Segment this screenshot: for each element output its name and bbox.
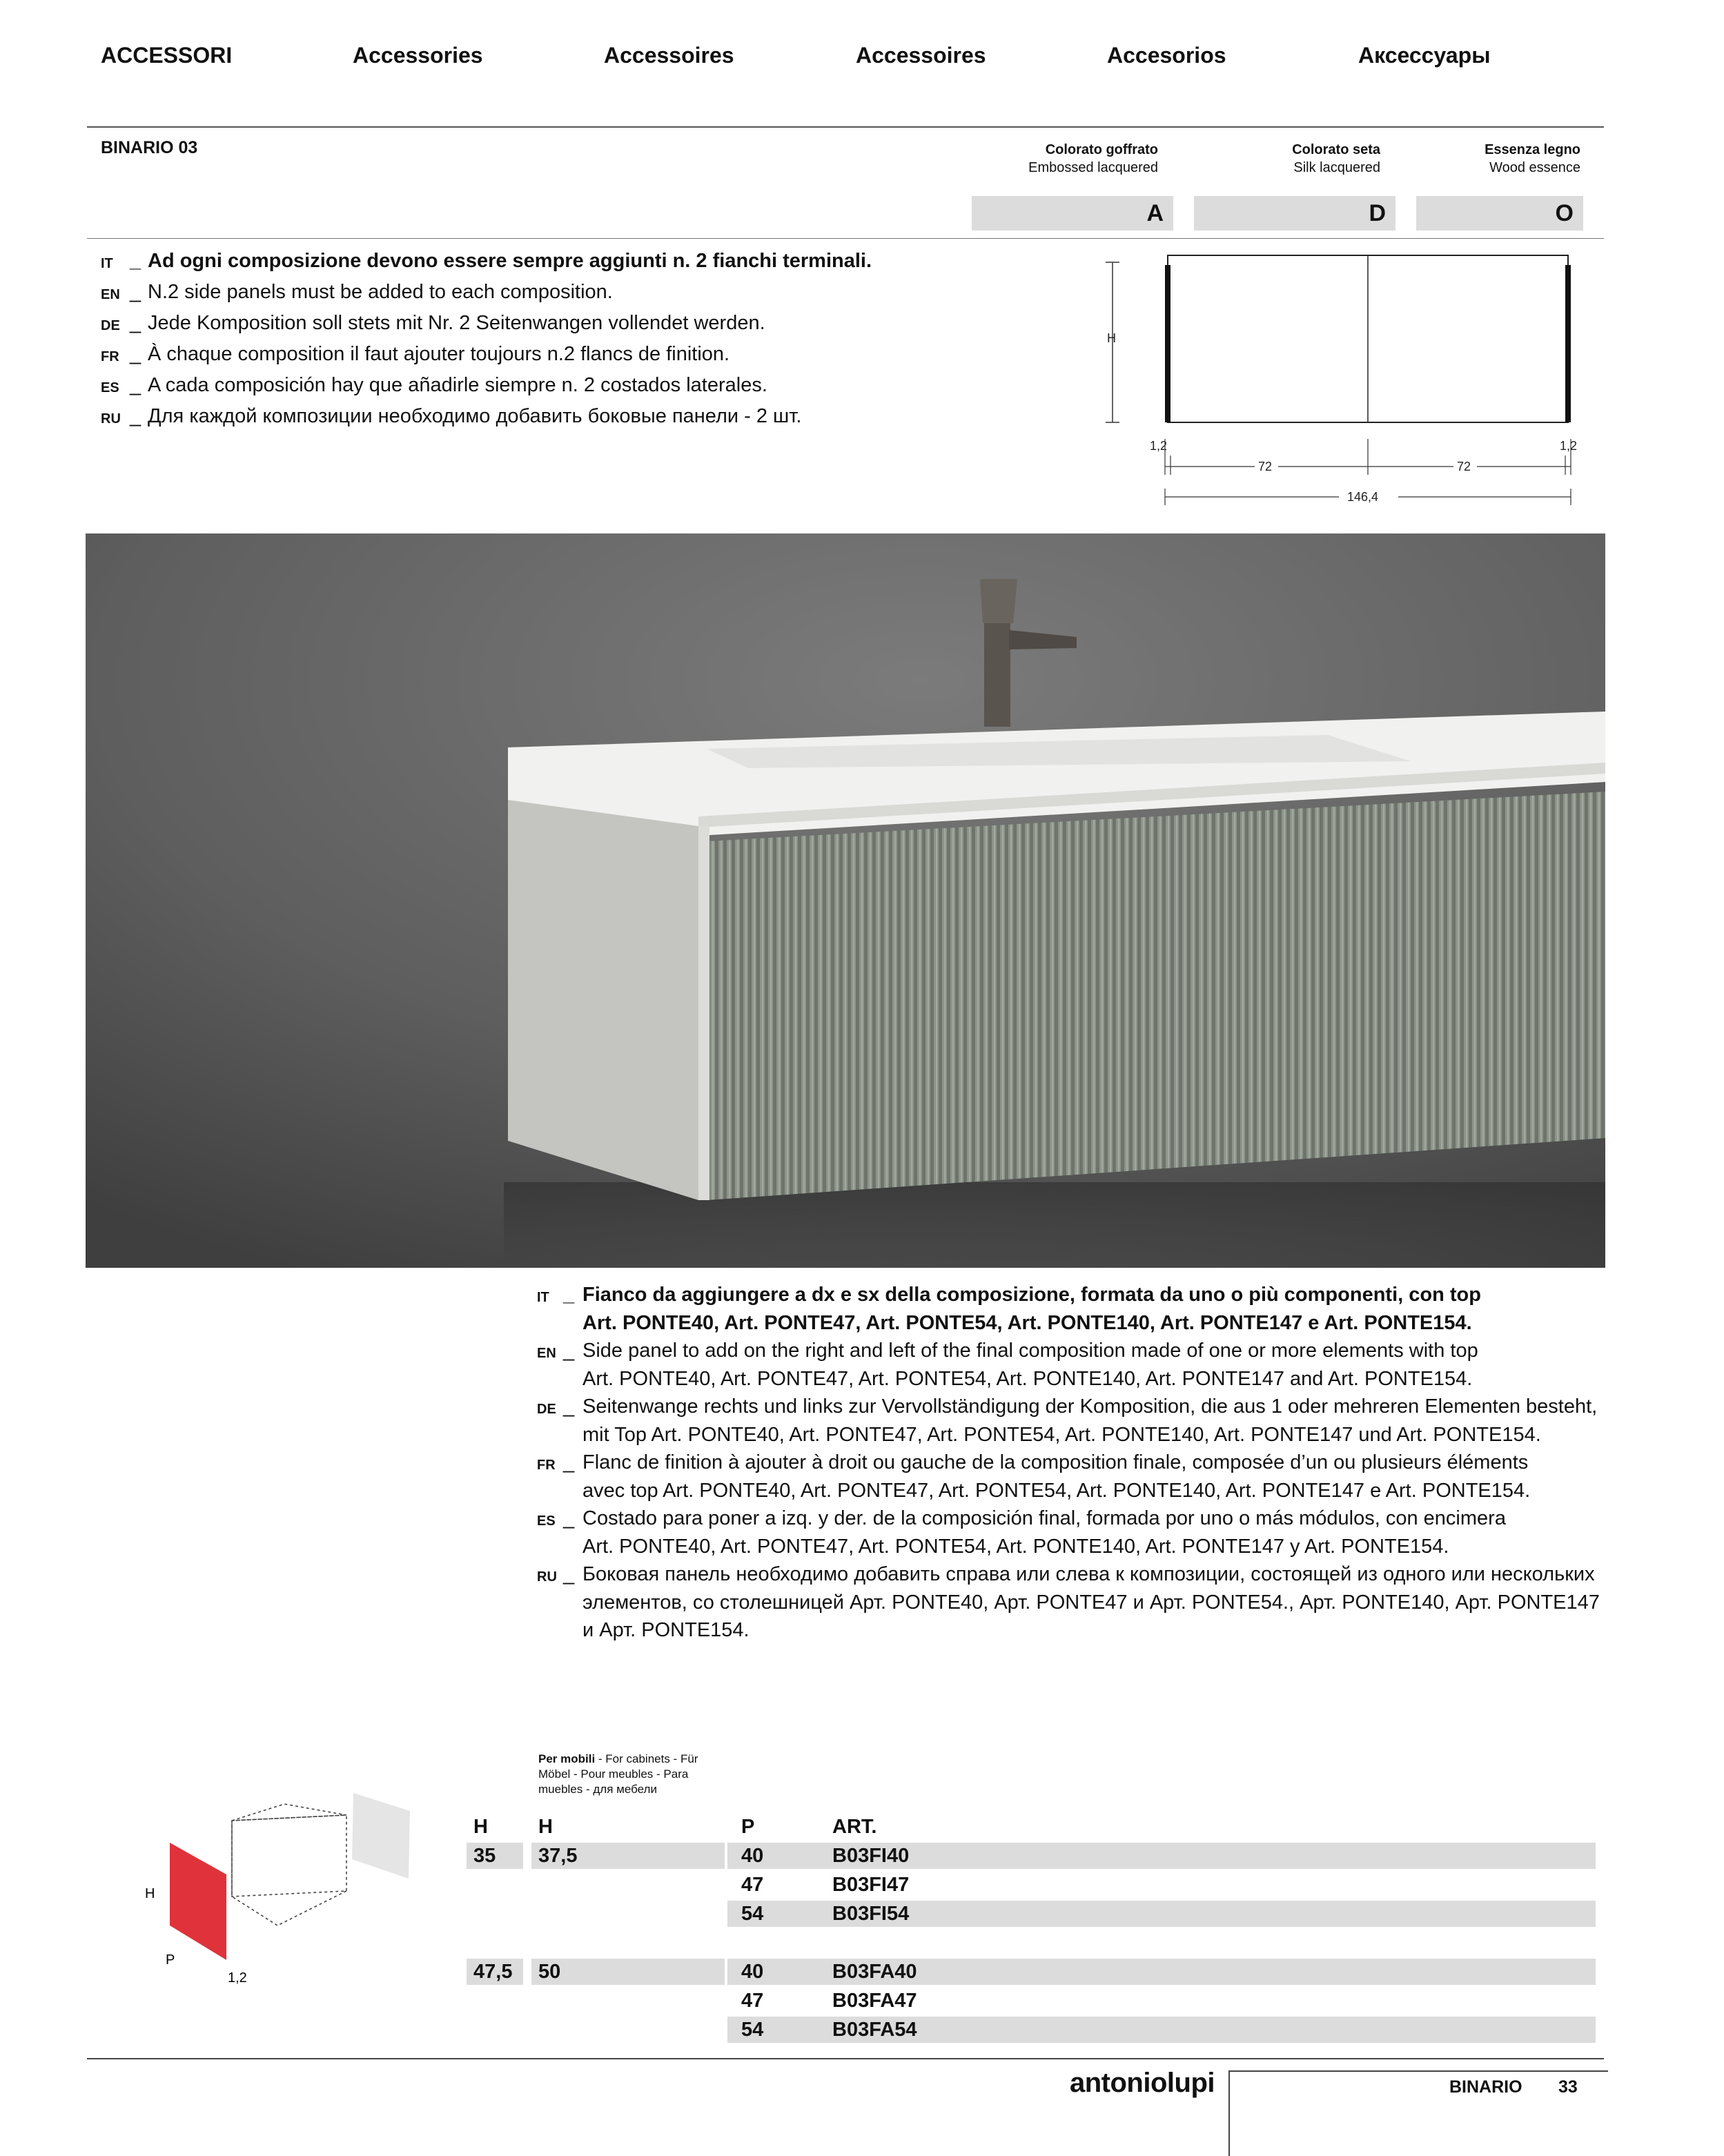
table-cell-art: B03FI40	[832, 1845, 910, 1867]
footer-divider	[87, 2058, 1604, 2059]
composition-notes	[101, 247, 998, 433]
header-title-en: Accessories	[353, 43, 483, 68]
table-cell-h1: 35	[467, 1843, 523, 1869]
dim-half-right: 72	[1457, 460, 1471, 473]
finish-subtitle: Embossed lacquered	[1028, 160, 1158, 175]
finish-code-d: D	[1194, 196, 1395, 231]
desc-row: FR _ Flanc de finition à ajouter à droit ou gauche de la composition finale, composée d’un ou plusieurs éléments avec top Art. PONTE40, Art. PONTE47, Art. PONTE54, Art. PONTE140, Art. PONTE147 e Art. PONTE154.	[537, 1449, 1614, 1505]
col-header-h2: H	[538, 1816, 553, 1838]
desc-row: DE _ Seitenwange rechts und links zur Vervollständigung der Komposition, die aus 1 oder mehreren Elementen besteht, mit Top Art. PONTE40, Art. PONTE47, Art. PONTE54, Art. PONTE140, Art. PONTE147 und Art. PONTE154.	[537, 1393, 1614, 1449]
lang-code: RU	[537, 1569, 557, 1585]
table-row	[727, 1988, 1596, 2014]
cabinet-side	[508, 800, 698, 1200]
table-note	[538, 1752, 732, 1797]
red-side-panel	[170, 1843, 226, 1960]
desc-row: ES _ Costado para poner a izq. y der. de la composición final, formada por uno o más módulos, con encimera Art. PONTE40, Art. PONTE47, Art. PONTE54, Art. PONTE140, Art. PONTE147 y Art. PONTE154.	[537, 1505, 1614, 1560]
right-side-panel	[1565, 265, 1571, 422]
desc-row: EN _ Side panel to add on the right and left of the final composition made of one or more elements with top Art. PONTE40, Art. PONTE47, Art. PONTE54, Art. PONTE140, Art. PONTE147 and Art. PONTE154.	[537, 1337, 1614, 1393]
lang-code: EN	[537, 1346, 556, 1361]
note-row: RU _ Для каждой композиции необходимо добавить боковые панели - 2 шт.	[101, 402, 998, 433]
height-label: H	[1107, 331, 1116, 345]
table-row	[727, 1901, 1596, 1927]
note-text: À chaque composition il faut ajouter toujours n.2 flancs de finition.	[148, 343, 730, 365]
table-cell-art: B03FA40	[832, 1961, 917, 1983]
note-row: ES _ A cada composición hay que añadirle siempre n. 2 costados laterales.	[101, 371, 998, 402]
note-row: DE _ Jede Komposition soll stets mit Nr. 2 Seitenwangen vollendet werden.	[101, 309, 998, 340]
note-text: A cada composición hay que añadirle siempre n. 2 costados laterales.	[148, 374, 767, 396]
finish-title: Colorato seta	[1292, 142, 1380, 157]
finish-divider	[87, 238, 1604, 239]
col-header-h1: H	[473, 1816, 488, 1838]
note-text: Ad ogni composizione devono essere sempre aggiunti n. 2 fianchi terminali.	[148, 250, 872, 272]
table-row	[727, 1843, 1596, 1869]
header-title-de: Accessoires	[856, 43, 986, 68]
desc-line: и Арт. PONTE154.	[582, 1619, 750, 1641]
finish-subtitle: Silk lacquered	[1293, 160, 1380, 175]
lang-code: FR	[537, 1458, 556, 1473]
cabinet-shadow	[504, 1182, 1605, 1268]
table-cell-art: B03FI47	[832, 1874, 910, 1896]
finish-label-o	[1415, 141, 1580, 177]
note-row: FR _ À chaque composition il faut ajouter toujours n.2 flancs de finition.	[101, 340, 998, 371]
desc-row: IT _ Fianco da aggiungere a dx e sx della composizione, formata da uno o più componenti, con top Art. PONTE40, Art. PONTE47, Art. PONTE54, Art. PONTE140, Art. PONTE147 e Art. PONTE154.	[537, 1281, 1614, 1337]
lang-code: ES	[537, 1513, 556, 1529]
table-row	[727, 1872, 1596, 1898]
header-divider	[87, 126, 1604, 128]
iso-p-label: P	[166, 1952, 175, 1968]
header-title-es: Accesorios	[1107, 43, 1226, 68]
footer-box	[1228, 2070, 1608, 2156]
desc-line: Flanc de finition à ajouter à droit ou gauche de la composition finale, composée d’un ou plusieurs éléments	[582, 1451, 1529, 1473]
finish-title: Colorato goffrato	[1045, 142, 1158, 157]
lang-code: EN	[101, 287, 120, 302]
iso-h-label: H	[145, 1886, 155, 1901]
desc-line: avec top Art. PONTE40, Art. PONTE47, Art. PONTE54, Art. PONTE140, Art. PONTE147 e Art. PONTE154.	[582, 1479, 1531, 1502]
finish-title: Essenza legno	[1485, 142, 1580, 157]
table-row	[727, 1959, 1596, 1985]
footer-section: BINARIO	[1449, 2077, 1522, 2097]
lang-code: RU	[101, 411, 121, 427]
product-description	[537, 1281, 1614, 1645]
table-cell-art: B03FA54	[832, 2019, 917, 2041]
lang-code: FR	[101, 349, 119, 364]
composition-drawing	[1097, 248, 1594, 511]
desc-line: элементов, со столешницей Арт. PONTE40, Арт. PONTE47 и Арт. PONTE54., Арт. PONTE140, Арт. PONTE147	[582, 1591, 1600, 1614]
note-row: EN _ N.2 side panels must be added to each composition.	[101, 278, 998, 309]
finish-label-a	[973, 141, 1158, 177]
desc-line: Art. PONTE40, Art. PONTE47, Art. PONTE54, Art. PONTE140, Art. PONTE147 and Art. PONTE154.	[582, 1367, 1473, 1390]
table-cell-h1: 47,5	[467, 1959, 523, 1985]
dim-right-side: 1,2	[1560, 439, 1578, 453]
product-name: BINARIO 03	[101, 138, 198, 157]
desc-line: Art. PONTE40, Art. PONTE47, Art. PONTE54, Art. PONTE140, Art. PONTE147 e Art. PONTE154.	[582, 1311, 1472, 1334]
desc-line: mit Top Art. PONTE40, Art. PONTE47, Art. PONTE54, Art. PONTE140, Art. PONTE147 und Art. PONTE154.	[582, 1423, 1541, 1446]
lang-code: ES	[101, 380, 119, 395]
table-row	[727, 2017, 1596, 2043]
table-cell-p: 47	[741, 1990, 764, 2012]
grey-side-panel	[352, 1793, 410, 1879]
lang-code: IT	[537, 1290, 549, 1305]
note-text: Jede Komposition soll stets mit Nr. 2 Seitenwangen vollendet werden.	[148, 312, 765, 334]
desc-line: Art. PONTE40, Art. PONTE47, Art. PONTE54, Art. PONTE140, Art. PONTE147 y Art. PONTE154.	[582, 1535, 1449, 1558]
table-cell-p: 40	[741, 1961, 764, 1983]
side-panel-isometric	[135, 1787, 425, 2001]
left-side-panel	[1165, 265, 1170, 422]
desc-line: Seitenwange rechts und links zur Vervollständigung der Komposition, die aus 1 oder mehreren Elementen besteht,	[582, 1395, 1598, 1418]
dim-left-side: 1,2	[1150, 439, 1168, 453]
cabinet-front-edge	[698, 826, 709, 1200]
brand-logo: antoniolupi	[1069, 2068, 1215, 2098]
desc-line: Fianco da aggiungere a dx e sx della composizione, formata da uno o più componenti, con top	[582, 1284, 1481, 1306]
desc-line: Side panel to add on the right and left of the final composition made of one or more elements with top	[582, 1340, 1478, 1362]
note-text: Для каждой композиции необходимо добавить боковые панели - 2 шт.	[148, 405, 802, 427]
desc-line: Боковая панель необходимо добавить справа или слева к композиции, состоящей из одного или нескольких	[582, 1563, 1595, 1585]
iso-w-label: 1,2	[228, 1970, 247, 1986]
cabinet-front-dashed	[232, 1815, 346, 1897]
fluted-front	[707, 792, 1605, 1200]
page-number: 33	[1558, 2077, 1578, 2097]
table-note-rest: - For cabinets - Für Möbel - Pour meubles - Para muebles - для мебели	[538, 1752, 698, 1796]
lang-code: DE	[537, 1402, 556, 1417]
table-cell-p: 47	[741, 1874, 764, 1896]
finish-subtitle: Wood essence	[1489, 160, 1580, 175]
table-note-bold: Per mobili	[538, 1752, 596, 1765]
header-title-ru: Аксессуары	[1358, 43, 1491, 68]
note-text: N.2 side panels must be added to each composition.	[148, 281, 613, 303]
table-cell-art: B03FI54	[832, 1903, 910, 1925]
header-title-it: ACCESSORI	[101, 43, 233, 68]
faucet-head	[980, 579, 1017, 623]
header-title-fr: Accessoires	[604, 43, 734, 68]
lang-code: IT	[101, 256, 113, 271]
lang-code: DE	[101, 318, 120, 333]
finish-code-a: A	[972, 196, 1173, 231]
table-cell-h2: 37,5	[531, 1843, 725, 1869]
desc-line: Costado para poner a izq. y der. de la composición final, formada por uno o más módulos, con encimera	[582, 1507, 1506, 1529]
col-header-p: P	[741, 1816, 755, 1838]
product-photo	[86, 533, 1605, 1268]
table-cell-h2: 50	[531, 1959, 725, 1985]
col-header-art: ART.	[832, 1816, 877, 1838]
dim-half-left: 72	[1258, 460, 1273, 473]
desc-row: RU _ Боковая панель необходимо добавить справа или слева к композиции, состоящей из одного или нескольких элементов, со столешницей Арт. PONTE40, Арт. PONTE47 и Арт. PONTE54., Арт. PONTE140, Арт. PONTE147 и Арт. PONTE154.	[537, 1560, 1614, 1645]
table-cell-art: B03FA47	[832, 1990, 917, 2012]
table-cell-p: 54	[741, 2019, 764, 2041]
table-cell-p: 40	[741, 1845, 764, 1867]
finish-code-o: O	[1416, 196, 1583, 231]
finish-label-d	[1194, 141, 1380, 177]
table-cell-p: 54	[741, 1903, 764, 1925]
dim-total: 146,4	[1347, 490, 1379, 504]
note-row: IT _ Ad ogni composizione devono essere sempre aggiunti n. 2 fianchi terminali.	[101, 247, 998, 278]
